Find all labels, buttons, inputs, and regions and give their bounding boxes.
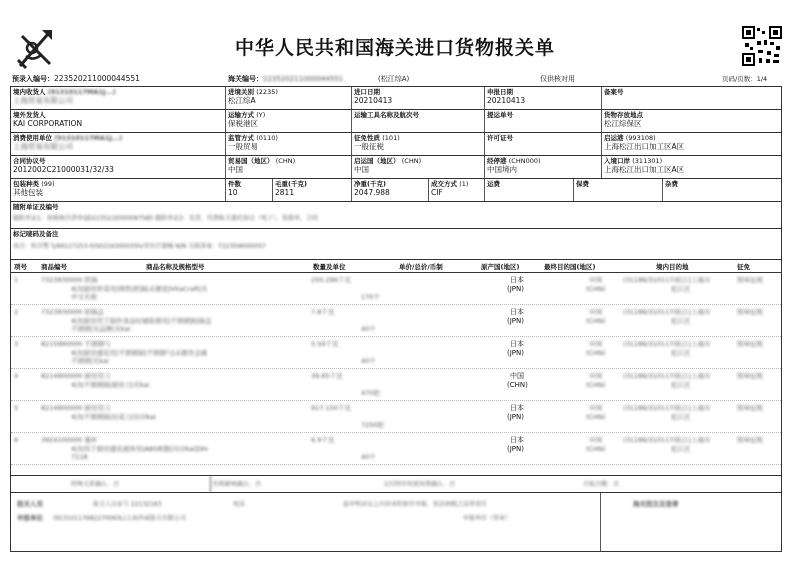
goods-row <box>11 401 781 433</box>
declare-date: 20210413 <box>487 96 526 105</box>
goods-seq: 2 <box>14 308 19 316</box>
pre-entry-label: 预录入编号： <box>12 75 54 83</box>
goods-header-levy: 征免 <box>737 263 750 271</box>
goods-origin: 中国 <box>510 372 524 380</box>
goods-header-seq: 项号 <box>14 263 27 271</box>
goods-qty-2: 40个 <box>361 325 376 333</box>
goods-code: 8214900000 厨房用刀 <box>41 372 111 380</box>
goods-levy: 照章征税 <box>737 404 763 412</box>
customs-office: (松江综A) <box>378 75 410 83</box>
goods-levy: 照章征税 <box>737 276 763 284</box>
goods-spec-2: 中文名称 <box>71 293 97 301</box>
shipper-label: 境外发货人 <box>13 111 46 119</box>
goods-qty: 39.65千克 <box>311 372 343 380</box>
gross-weight-value: 2811 <box>275 188 295 197</box>
levy-label: 征免性质 <box>354 134 380 142</box>
confirm-self: 自报自缴：否 <box>583 481 620 488</box>
goods-levy: 照章征税 <box>737 308 763 316</box>
freight-label: 运费 <box>487 180 500 188</box>
net-weight-label: 净重(千克) <box>354 180 386 188</box>
goods-domestic: (31186/310117)松江|上海市 <box>623 372 711 380</box>
goods-qty-2: 470把 <box>361 389 380 397</box>
declaration-form <box>10 86 782 552</box>
insurance-label: 保费 <box>576 180 589 188</box>
goods-qty-2: 170个 <box>361 293 380 301</box>
pieces-value: 10 <box>228 188 238 197</box>
goods-origin: 日本 <box>510 276 524 284</box>
entry-port-code: (2235) <box>256 88 278 96</box>
import-date-label: 进口日期 <box>354 88 380 96</box>
goods-domestic: (31186/310117)松江|上海市 <box>623 276 711 284</box>
goods-dest-code: (CHN) <box>586 285 606 293</box>
goods-origin-code: (JPN) <box>507 317 524 325</box>
goods-qty: 250.296千克 <box>311 276 351 284</box>
goods-qty: 5.59千克 <box>311 340 339 348</box>
goods-header-domestic: 境内目的地 <box>656 263 689 271</box>
transport-label: 运输方式 <box>228 111 254 119</box>
goods-domestic: (31186/310117)松江|上海市 <box>623 340 711 348</box>
marks-label: 标记唛码及备注 <box>13 230 59 238</box>
goods-seq: 5 <box>14 404 19 412</box>
confirm-special: 特殊关系确认：否 <box>11 476 211 492</box>
customs-sign-label: 海关批注及签章 <box>633 500 679 508</box>
goods-spec-2: 不锈钢|无kai <box>71 357 109 365</box>
confirm-price: 价格影响确认：否 <box>213 481 262 488</box>
goods-code: 7323930000 铝锅盖 <box>41 308 104 316</box>
goods-domestic-2: 松江区 <box>671 381 691 389</box>
goods-dest: 中国 <box>589 308 602 316</box>
goods-header-code: 商品编号 <box>41 263 67 271</box>
goods-header-qty: 数量及单位 <box>313 263 346 271</box>
shipper-name: KAI CORPORATION <box>13 119 83 128</box>
goods-spec: 4|3|用于厨房盛装液体用|ABS树脂|贝印kai|DH- <box>71 445 210 453</box>
declarant-cert: 报关人员证号 22132163 <box>93 501 162 508</box>
goods-spec: 4|3|厨房盛装用|不锈钢制|不锈钢勺|未镀贵金属 <box>71 349 208 357</box>
goods-levy: 照章征税 <box>737 436 763 444</box>
goods-dest: 中国 <box>589 276 602 284</box>
goods-domestic-2: 松江区 <box>671 413 691 421</box>
footer-row <box>11 493 781 552</box>
goods-qty-2: 7250把 <box>361 421 385 429</box>
goods-domestic-2: 松江区 <box>671 349 691 357</box>
goods-spec-2: 7118 <box>71 453 88 461</box>
goods-dest-code: (CHN) <box>586 381 606 389</box>
goods-dest-code: (CHN) <box>586 317 606 325</box>
goods-domestic-2: 松江区 <box>671 445 691 453</box>
declare-date-label: 申报日期 <box>487 88 513 96</box>
supervision-code: (0110) <box>256 134 278 142</box>
storage-label: 货物存放地点 <box>604 111 643 119</box>
goods-spec: 4|3|厨房用于制作食品时辅助使用|不锈钢制|锅盖 <box>71 317 212 325</box>
transport-code: (Y) <box>256 111 266 119</box>
package-code: (99) <box>41 180 55 188</box>
transit-port-code: (CHN000) <box>508 157 541 165</box>
goods-origin: 日本 <box>510 340 524 348</box>
departure-value: 上海松江出口加工区A区 <box>604 142 685 151</box>
goods-dest: 中国 <box>589 340 602 348</box>
goods-dest: 中国 <box>589 404 602 412</box>
phone-label: 电话 <box>233 501 246 508</box>
agent-seal: 申报单位（签章） <box>463 515 512 522</box>
goods-origin: 日本 <box>510 404 524 412</box>
goods-header-dest: 最终目的国(地区) <box>544 263 596 271</box>
contract-label: 合同协议号 <box>13 157 46 165</box>
transport-value: 保税港区 <box>228 119 258 128</box>
contract-value: 2012002C21000031/32/33 <box>13 165 114 174</box>
goods-domestic: (31186/310117)松江|上海市 <box>623 436 711 444</box>
marks-value: 备注：转自警飞/66127253-0/S0216300035h/非医疗器械 N/N 关联备案：T2235W000057 <box>13 243 266 250</box>
docs-value: 随附单证1：保税核注清单QD223521E000087585 随附单证2：发票，代理报关委托协议（电子），装箱单，合同 <box>13 215 318 222</box>
supervision-value: 一般贸易 <box>228 142 258 151</box>
goods-seq: 6 <box>14 436 19 444</box>
goods-dest-code: (CHN) <box>586 349 606 357</box>
goods-header-origin: 原产国(地区) <box>481 263 520 271</box>
gross-weight-label: 毛重(千克) <box>275 180 307 188</box>
deal-code: (1) <box>459 180 469 188</box>
entry-place-label: 入境口岸 <box>604 157 630 165</box>
departure-code: (993108) <box>625 134 656 142</box>
consignee-name: 上海贸易有限公司 <box>13 96 73 105</box>
goods-code: 7323930000 铁锅 <box>41 276 98 284</box>
goods-origin-code: (CHN) <box>507 381 528 389</box>
origin-country-label: 启运国（地区） <box>354 157 400 165</box>
confirm-row <box>11 476 781 493</box>
deal-value: CIF <box>431 188 443 197</box>
goods-spec-2: 不锈钢|无品牌|无kai <box>71 325 131 333</box>
supervision-label: 监管方式 <box>228 134 254 142</box>
declarant-label: 报关人员 <box>17 500 43 508</box>
origin-country-value: 中国 <box>354 165 369 174</box>
consumer-name: 上海贸易有限公司 <box>13 142 73 151</box>
goods-spec: 4|3|不锈钢制|切菜刀|贝印kai <box>71 413 156 421</box>
origin-country-code: (CHN) <box>401 157 422 165</box>
goods-dest: 中国 <box>589 372 602 380</box>
goods-origin-code: (JPN) <box>507 413 524 421</box>
goods-dest-code: (CHN) <box>586 413 606 421</box>
misc-fee-label: 杂费 <box>665 180 678 188</box>
entry-place-value: 上海松江出口加工区A区 <box>604 165 685 174</box>
transit-port-value: 中国境内 <box>487 165 517 174</box>
pre-entry-number: 223520211000044551 <box>54 74 140 83</box>
pieces-label: 件数 <box>228 180 241 188</box>
goods-row <box>11 369 781 401</box>
consignee-label: 境内收货人 <box>13 88 46 96</box>
goods-levy: 照章征税 <box>737 340 763 348</box>
package-label: 包装种类 <box>13 180 39 188</box>
goods-table <box>11 273 781 476</box>
goods-qty: 6.9千克 <box>311 436 335 444</box>
goods-qty: 917.150千克 <box>311 404 351 412</box>
entry-place-code: (311301) <box>632 157 663 165</box>
goods-row <box>11 433 781 465</box>
goods-header-price: 单价/总价/币制 <box>399 263 443 271</box>
departure-label: 启运港 <box>604 134 624 142</box>
record-no-label: 备案号 <box>604 88 624 96</box>
goods-levy: 照章征税 <box>737 372 763 380</box>
document-title: 中华人民共和国海关进口货物报关单 <box>234 37 555 59</box>
confirm-royalty: 支付特许权使用费确认：否 <box>383 481 456 488</box>
goods-row <box>11 273 781 305</box>
goods-qty: 7.8千克 <box>311 308 335 316</box>
goods-origin-code: (JPN) <box>507 445 524 453</box>
goods-origin: 日本 <box>510 308 524 316</box>
license-label: 许可证号 <box>487 134 513 142</box>
customs-number-label: 海关编号： <box>228 75 263 83</box>
goods-seq: 1 <box>14 276 19 284</box>
goods-origin-code: (JPN) <box>507 349 524 357</box>
goods-header <box>11 260 781 273</box>
transit-port-label: 经停港 <box>487 157 507 165</box>
consumer-code: (91310117MA1J...) <box>54 134 123 142</box>
goods-code: 8214900000 厨房用刀 <box>41 404 111 412</box>
statement: 兹申明对以上内容承担如实申报、依法纳税之法律责任 <box>343 501 488 508</box>
goods-origin: 日本 <box>510 436 524 444</box>
goods-code: 3924100000 量杯 <box>41 436 98 444</box>
goods-header-name: 商品名称及规格型号 <box>146 263 205 271</box>
trade-country-code: (CHN) <box>275 157 296 165</box>
goods-row <box>11 305 781 337</box>
goods-origin-code: (JPN) <box>507 285 524 293</box>
bill-label: 提运单号 <box>487 111 513 119</box>
trade-country-label: 贸易国（地区） <box>228 157 274 165</box>
goods-row <box>11 337 781 369</box>
page-indicator: 页码/页数：1/4 <box>722 75 768 83</box>
deal-label: 成交方式 <box>431 180 457 188</box>
levy-value: 一般征税 <box>354 142 384 151</box>
consignee-code: (91310117MA1J...) <box>47 88 116 96</box>
goods-seq: 3 <box>14 340 19 348</box>
goods-domestic: (31186/310117)松江|上海市 <box>623 404 711 412</box>
net-weight-value: 2047.988 <box>354 188 390 197</box>
approval-note: 仅供核对用 <box>540 75 575 83</box>
agent-label: 申报单位 <box>17 514 43 522</box>
entry-port-label: 进境关别 <box>228 88 254 96</box>
qr-code <box>742 26 782 66</box>
package-value: 其他包装 <box>13 188 43 197</box>
import-date: 20210413 <box>354 96 393 105</box>
goods-qty-2: 40个 <box>361 453 376 461</box>
goods-code: 8215990000 不锈钢勺 <box>41 340 111 348</box>
docs-label: 随附单证及编号 <box>13 203 59 211</box>
levy-code: (101) <box>382 134 400 142</box>
trade-country-value: 中国 <box>228 165 243 174</box>
goods-dest: 中国 <box>589 436 602 444</box>
goods-spec: 4|3|厨房炒菜用|铸铁|铁锅|未镀瓷|VitaCraft|无 <box>71 285 208 293</box>
goods-qty-2: 40个 <box>361 357 376 365</box>
goods-seq: 4 <box>14 372 19 380</box>
goods-domestic: (31186/310117)松江|上海市 <box>623 308 711 316</box>
vessel-label: 运输工具名称及航次号 <box>354 111 419 119</box>
storage-value: 松江综保区 <box>604 119 642 128</box>
agent-value: (91310117682270063L)上海世威报关有限公司 <box>53 515 186 522</box>
customs-number: 223520211000044551 <box>263 75 344 83</box>
consumer-label: 消费使用单位 <box>13 134 52 142</box>
goods-domestic-2: 松江区 <box>671 285 691 293</box>
entry-port-value: 松江综A <box>228 96 256 105</box>
goods-domestic-2: 松江区 <box>671 317 691 325</box>
goods-dest-code: (CHN) <box>586 445 606 453</box>
goods-spec: 4|3|不锈钢制|厨房刀|无kai <box>71 381 150 389</box>
